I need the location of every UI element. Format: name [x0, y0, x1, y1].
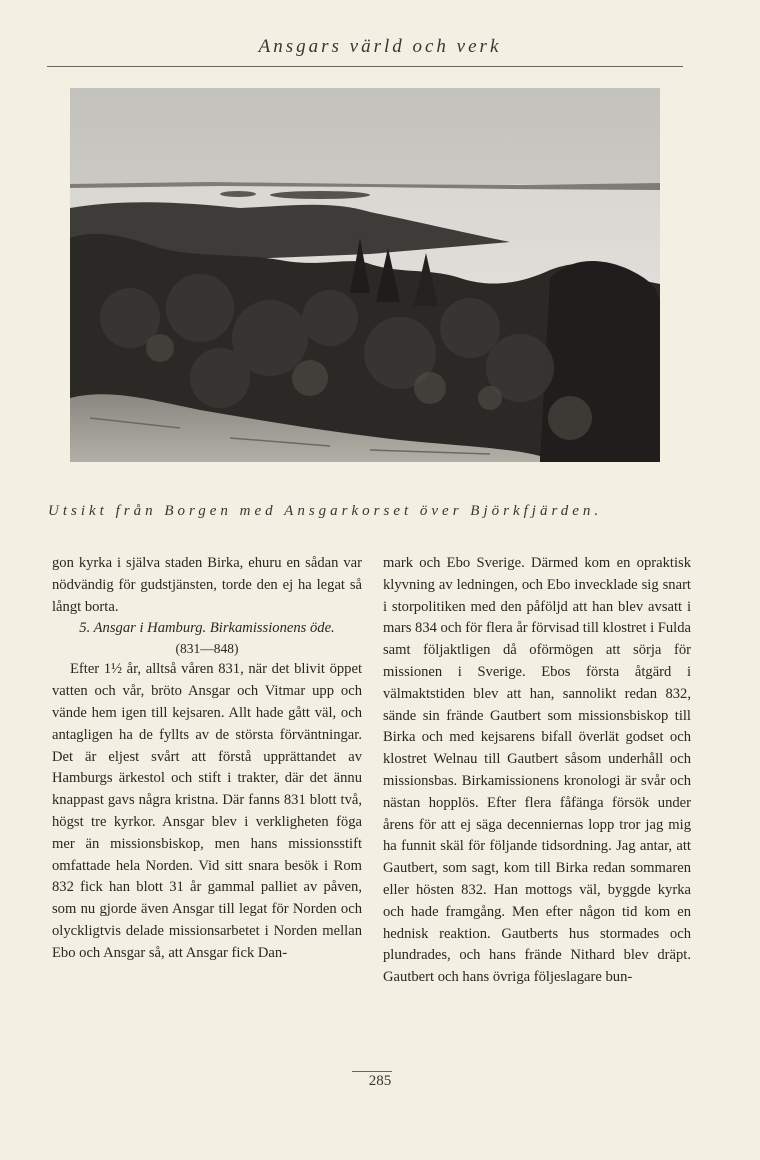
section-heading: [52, 618, 362, 638]
header-rule: [47, 66, 683, 67]
paragraph: gon kyrka i själva staden Birka, ehuru en sådan var nödvändig för gudstjänsten, torde den ej ha legat så långt borta.: [52, 555, 362, 615]
left-column: [52, 553, 362, 965]
paragraph: mark och Ebo Sverige. Därmed kom en opraktisk klyvning av ledningen, och Ebo invecklade sig snart i storpolitiken med den påföljd att han blev avsatt i mars 834 och för flera år förvisad till klostret i Fulda samt följaktligen då oförmögen att sörja för missionen i Sverige. Ebos första åtgärd i välmaktstiden blev att han, sannolikt redan 832, sände sin frände Gautbert som missionsbiskop till Birka och med kejsarens bifall överlät godset och klostret Welnau till Gautbert såsom underhåll och missionsbas. Birkamissionens kronologi är svår och nästan hopplös. Efter flera fåfänga försök under årens för att ej säga decenniernas lopp tror jag mig ha funnit skäl för följande tidsordning. Jag antar, att Gautbert, som sagt, kom till Birka redan sommaren eller hösten 832. Han mottogs väl, byggde kyrka och hade framgång. Men efter någon tid kom en hednisk reaktion. Gautberts hus stormades och plundrades, och hans frände Nithard blev dräpt. Gautbert och hans övriga följeslagare bun-: [383, 555, 692, 986]
section-title: Ansgar i Hamburg. Birkamissionens öde.: [93, 620, 335, 637]
paragraph: Efter 1½ år, alltså våren 831, när det blivit öppet vatten och vår, bröto Ansgar och Vitmar upp och vände hem igen till kejsaren. Allt hade gått väl, och antagligen ha de fyllts av de största förväntningar. Det är eljest svårt att förstå upprättandet av Hamburgs ärkestol och stift i trakter, där det ännu knappast gavs några kristna. Där fanns 831 blott två, högst tre kyrkor. Ansgar blev i verkligheten föga mer än missionsbiskop, men hans missionsstift omfattade hela Norden. Vid sitt snara besök i Rom 832 fick han blott 31 år gammal palliet av påven, som nu gjorde även Ansgar till legat för Norden och olyckligtvis delade missionsarbetet i Norden mellan Ebo och Ansgar så, att Ansgar fick Dan-: [52, 661, 362, 961]
section-years: (831—848): [175, 641, 239, 657]
page-number: 285: [368, 1073, 392, 1089]
running-header: Ansgars värld och verk: [258, 36, 502, 57]
folio-rule: [352, 1071, 392, 1072]
landscape-photo: [70, 88, 660, 462]
landscape-photo-icon: [70, 88, 660, 462]
right-column: [383, 553, 691, 989]
section-number: 5.: [79, 620, 91, 637]
photo-caption: Utsikt från Borgen med Ansgarkorset över Björkfjärden.: [48, 503, 603, 519]
